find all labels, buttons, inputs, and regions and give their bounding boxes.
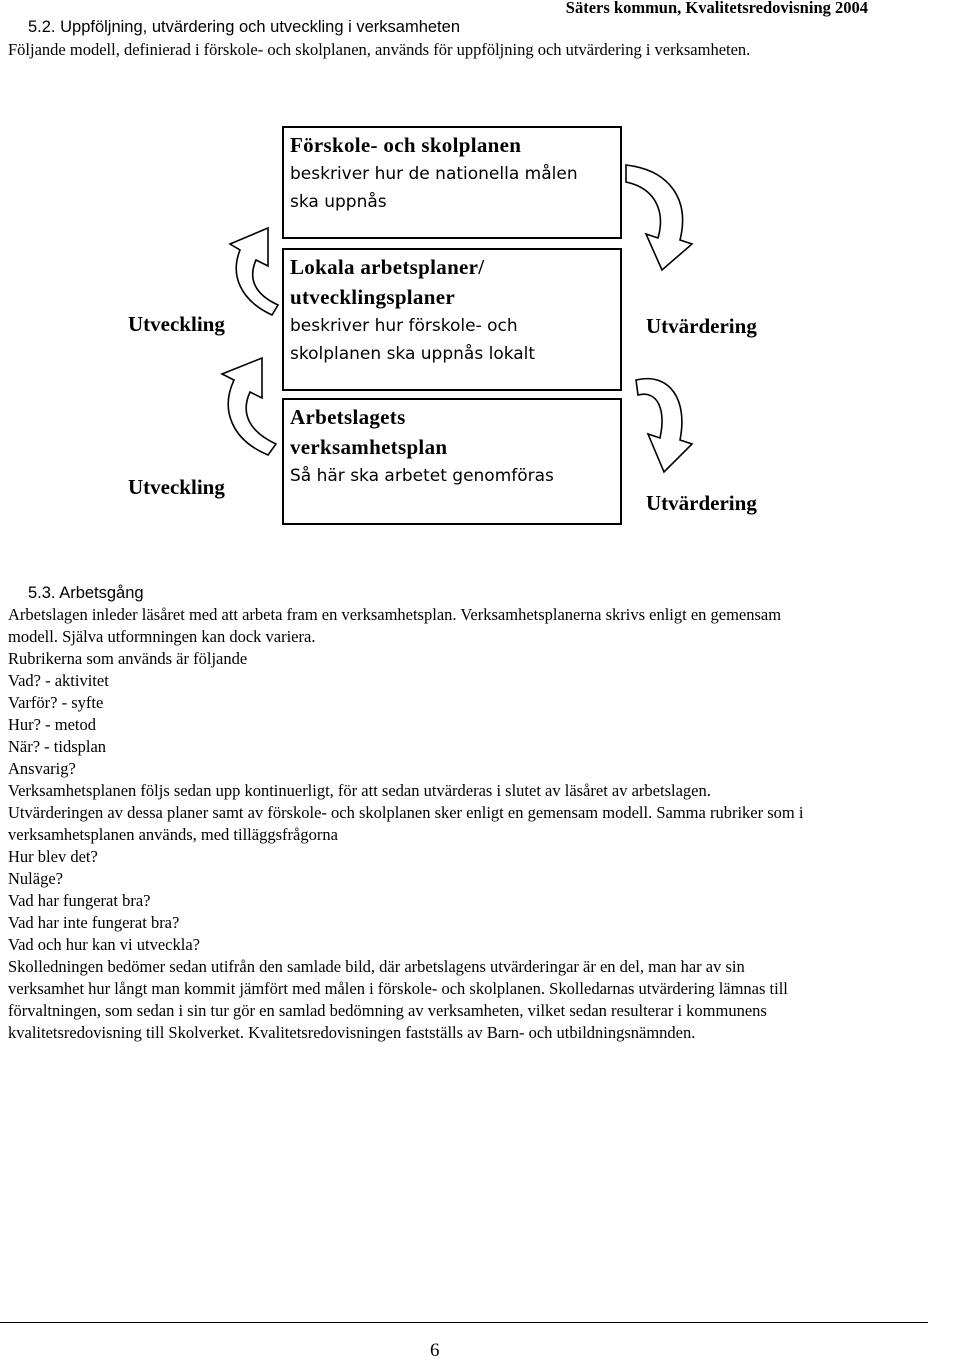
body-line: Verksamhetsplanen följs sedan upp kontinuerligt, för att sedan utvärderas i slutet av läsåret av arbetslagen.: [8, 781, 711, 800]
body-line: modell. Själva utformningen kan dock variera.: [8, 627, 316, 646]
body-line: Nuläge?: [8, 869, 63, 888]
box-text: ska uppnås: [290, 192, 387, 212]
label-utvardering-top: Utvärdering: [646, 314, 757, 338]
body-line: Rubrikerna som används är följande: [8, 649, 248, 668]
body-line: verksamhet hur långt man kommit jämfört med målen i förskole- och skolplanen. Skolledarnas utvärdering lämnas till: [8, 979, 788, 998]
box-title: verksamhetsplan: [290, 435, 448, 459]
footer-rule: [0, 1322, 928, 1323]
curved-arrow-icon: [230, 228, 278, 315]
curved-arrow-icon: [626, 165, 692, 270]
body-line: verksamhetsplanen används, med tilläggsfrågorna: [8, 825, 338, 844]
section-heading-5-3: 5.3. Arbetsgång: [28, 584, 144, 602]
body-line: Utvärderingen av dessa planer samt av förskole- och skolplanen sker enligt en gemensam modell. Samma rubriker som i: [8, 803, 804, 822]
box-title: Förskole- och skolplanen: [290, 133, 522, 157]
body-line: Varför? - syfte: [8, 693, 104, 712]
box-text: beskriver hur förskole- och: [290, 316, 518, 336]
section-intro: Följande modell, definierad i förskole- och skolplanen, används för uppföljning och utvärdering i verksamheten.: [8, 40, 751, 59]
body-line: Vad har inte fungerat bra?: [8, 913, 180, 932]
body-line: kvalitetsredovisning till Skolverket. Kvalitetsredovisningen fastställs av Barn- och utbildningsnämnden.: [8, 1023, 696, 1042]
label-utvardering-bottom: Utvärdering: [646, 491, 757, 515]
section-heading-5-2: 5.2. Uppföljning, utvärdering och utveckling i verksamheten: [28, 18, 460, 36]
body-line: Vad? - aktivitet: [8, 671, 109, 690]
curved-arrow-icon: [636, 379, 692, 472]
document-header: Säters kommun, Kvalitetsredovisning 2004: [565, 0, 868, 17]
page-number: 6: [430, 1340, 440, 1361]
box-title: utvecklingsplaner: [290, 285, 455, 309]
body-line: Ansvarig?: [8, 759, 76, 778]
box-title: Arbetslagets: [290, 405, 406, 429]
curved-arrow-icon: [222, 358, 276, 455]
body-line: Arbetslagen inleder läsåret med att arbeta fram en verksamhetsplan. Verksamhetsplanerna skrivs enligt en gemensam: [8, 605, 782, 624]
body-line: Vad har fungerat bra?: [8, 891, 151, 910]
body-line: Hur? - metod: [8, 715, 96, 734]
section-body: [8, 604, 948, 1044]
body-line: Hur blev det?: [8, 847, 98, 866]
model-diagram: [40, 110, 960, 555]
body-line: förvaltningen, som sedan i sin tur gör en samlad bedömning av verksamheten, vilket sedan resulterar i kommunens: [8, 1001, 767, 1020]
box-lokala-arbetsplaner: [282, 248, 622, 391]
label-utveckling-bottom: Utveckling: [128, 475, 225, 499]
body-line: Skolledningen bedömer sedan utifrån den samlade bild, där arbetslagens utvärderingar är en del, man har av sin: [8, 957, 745, 976]
box-text: Så här ska arbetet genomföras: [290, 466, 554, 486]
box-text: beskriver hur de nationella målen: [290, 164, 578, 184]
box-forskole-skolplan: [282, 126, 622, 239]
box-arbetslagets-verksamhetsplan: [282, 398, 622, 525]
label-utveckling-top: Utveckling: [128, 312, 225, 336]
box-text: skolplanen ska uppnås lokalt: [290, 344, 536, 364]
body-line: Vad och hur kan vi utveckla?: [8, 935, 200, 954]
box-title: Lokala arbetsplaner/: [290, 255, 485, 279]
body-line: När? - tidsplan: [8, 737, 107, 756]
